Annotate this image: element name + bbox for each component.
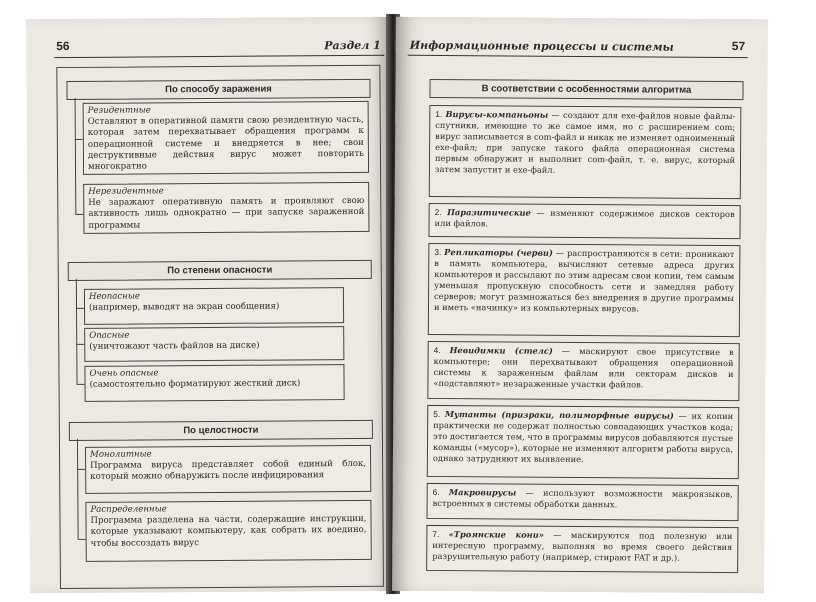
group2-branch-2 [76, 344, 84, 345]
item-description: — изменяют содержимое дисков секторов или файлов. [434, 207, 735, 229]
item-very-dangerous [84, 364, 344, 402]
item-term: Распределенные [90, 504, 167, 515]
item-term: Резидентные [87, 105, 151, 116]
group-header-infection-method: По способу заражения [66, 79, 370, 100]
algo-item-replicators: 3. Репликаторы (черви) — распространяются в сети: проникают в память компьютера, вычисляют сетевые адреса других компьютеров и рассылают по этим адресам свои копии, тем самым уменьшая пропускную способность сети и замедляя работу серверов; могут размножаться без внедрения в другие программы и иметь «начинку» из компьютерных вирусов. [428, 243, 741, 337]
group3-branch-1 [77, 469, 85, 470]
group-header-danger-level: По степени опасности [68, 260, 372, 281]
item-term: Опасные [89, 330, 130, 341]
item-description: Не заражают оперативную память и проявляют свою активность лишь однократно — при запуске зараженной программы [88, 196, 365, 231]
left-page-number: 56 [56, 38, 70, 54]
item-dangerous [84, 326, 344, 362]
item-description: — маскируются под полезную или интересную программу, выполняя во время своего действия разрушительную работу (например, стирают FAT и др.). [432, 529, 733, 563]
item-description: — создают для exe-файлов новые файлы-спутники, имеющие то же самое имя, но с расширением com; вирус записывается в com-файл и никак не изменяет одноименный exe-файл; при запуске такого файла операционная система первым обнаружит и выполнит com-файл, т. е. вирус, который затем запустит и exe-файл. [434, 109, 736, 175]
item-term: Монолитные [90, 449, 152, 460]
left-header-rule [54, 55, 384, 58]
item-term: Нерезидентные [88, 186, 164, 197]
item-term: Репликаторы (черви) [444, 247, 553, 258]
item-nonresident [83, 182, 369, 234]
right-page-number: 57 [731, 39, 746, 54]
right-running-head: Информационные процессы и системы [409, 38, 674, 54]
item-harmless [84, 287, 344, 325]
algo-item-trojans: 7. «Троянские кони» — маскируются под полезную или интересную программу, выполняя во время своего действия разрушительную работу (например, стирают FAT и др.). [426, 525, 738, 573]
group2-branch-3 [77, 384, 85, 385]
right-header-rule [408, 55, 748, 58]
algo-item-stealth: 4. Невидимки (стелс) — маскируют свое присутствие в компьютере; они перехватывают обращения операционной системы к зараженным файлам или секторам дисков и «подставляют» незараженные участки файлов. [427, 341, 739, 401]
algo-item-parasitic: 2. Паразитические — изменяют содержимое дисков секторов или файлов. [428, 203, 740, 239]
algorithm-header: В соответствии с особенностями алгоритма [429, 79, 743, 100]
item-resident [83, 101, 369, 175]
item-description: Оставляют в оперативной памяти свою резидентную часть, которая затем перехватывает обращения программ к операционной системе и внедряется в нее; свои деструктивные действия вирус может повторить многократно [87, 115, 364, 172]
group2-branch-1 [76, 308, 84, 309]
group3-branch-2 [78, 539, 86, 540]
algo-item-companion: 1. Вирусы-компаньоны — создают для exe-файлов новые файлы-спутники, имеющие то же самое имя, но с расширением com; вирус записывается в com-файл и никак не изменяет одноименный exe-файл; при запуске такого файла операционная система первым обнаружит и выполнит com-файл, т. е. вирус, который затем запустит и exe-файл. [429, 105, 742, 199]
item-distributed [85, 500, 371, 562]
algo-item-macroviruses: 6. Макровирусы — используют возможности макроязыков, встроенных в системы обработки данных. [427, 483, 739, 521]
item-description: Программа вируса представляет собой единый блок, который можно обнаружить после инфицирования [90, 459, 367, 483]
group1-branch-1 [75, 139, 83, 140]
item-description: — их копии практически не содержат полностью совпадающих участков кода; это достигается тем, что в программы вирусов добавляются пустые команды («мусор»), которые не изменяют алгоритм работы вируса, однако затрудняют их выявление. [432, 410, 734, 465]
item-term: Очень опасные [89, 368, 159, 379]
item-monolithic [85, 445, 371, 494]
item-term: «Троянские кони» [448, 529, 545, 540]
item-term: Мутанты (призраки, полиморфные вирусы) [444, 409, 674, 421]
item-term: Невидимки (стелс) [449, 345, 553, 356]
item-description: — распространяются в сети: проникают в память компьютера, вычисляют сетевые адреса других компьютеров и рассылают по этим адресам свои копии, тем самым уменьшая пропускную способность сети и замедляя работу серверов; могут размножаться без внедрения в другие программы и иметь «начинку» из компьютерных вирусов. [433, 247, 735, 314]
item-description: — маскируют свое присутствие в компьютере; они перехватывают обращения операционной системы к зараженным файлам или секторам дисков и «подставляют» незараженные участки файлов. [433, 345, 734, 390]
group-header-integrity: По целостности [69, 420, 373, 441]
item-term: Вирусы-компаньоны [445, 109, 549, 120]
item-term: Макровирусы [448, 487, 517, 498]
left-running-head: Раздел 1 [324, 38, 381, 53]
item-description: — используют возможности макроязыков, встроенных в системы обработки данных. [432, 487, 733, 510]
algo-item-mutants: 5. Мутанты (призраки, полиморфные вирусы) — их копии практически не содержат полностью совпадающих участков кода; это достигается тем, что в программы вирусов добавляются пустые команды («мусор»), которые не изменяют алгоритм работы вируса, однако затрудняют их выявление. [427, 405, 739, 479]
item-term: Паразитические [447, 207, 531, 218]
item-term: Неопасные [88, 291, 140, 302]
item-description: (самостоятельно форматируют жесткий диск) [89, 378, 301, 391]
left-page [26, 17, 394, 594]
item-description: Программа разделена на части, содержащие инструкции, которые указывают компьютеру, как собрать их воедино, чтобы воссоздать вирус [90, 514, 367, 549]
group1-branch-2 [75, 214, 83, 215]
item-description: (уничтожают часть файлов на диске) [89, 340, 260, 353]
right-page [392, 17, 768, 594]
item-description: (например, выводят на экран сообщения) [88, 301, 280, 314]
